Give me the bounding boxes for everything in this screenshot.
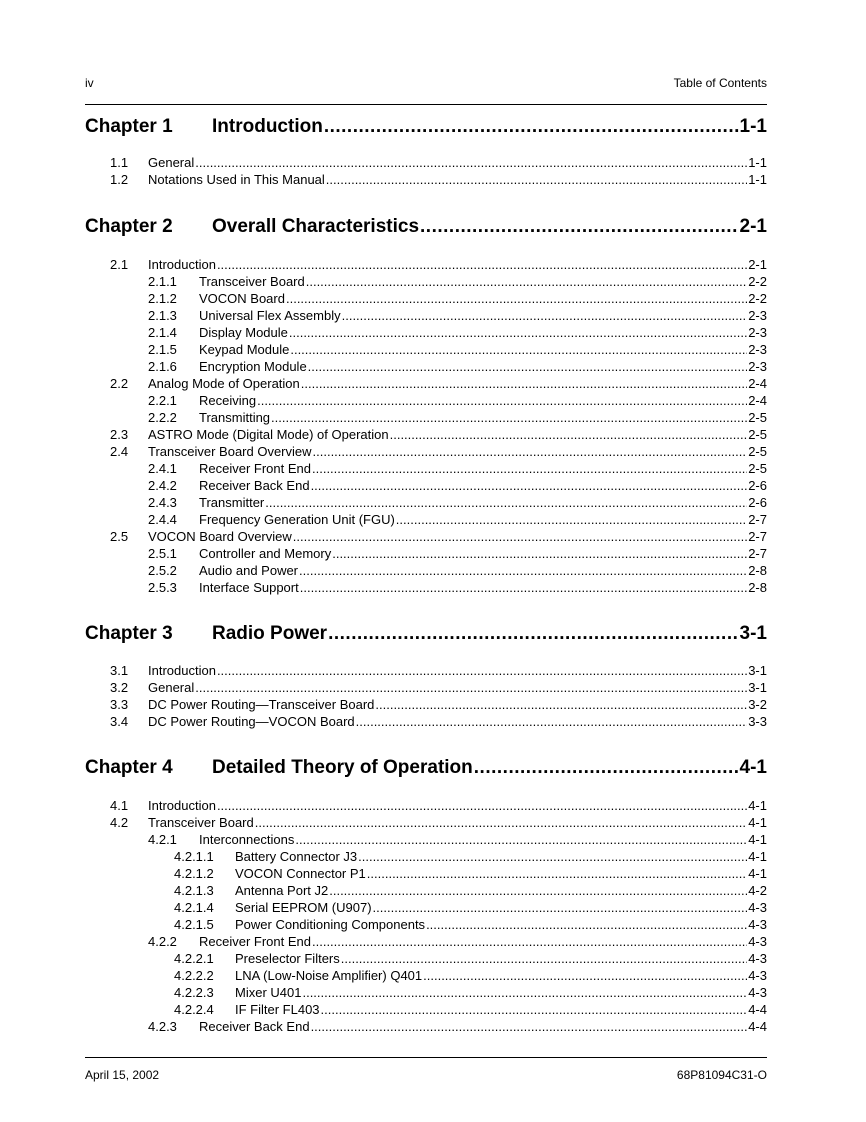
section-title: DC Power Routing—Transceiver Board	[148, 697, 375, 712]
section-number: 2.1.2	[148, 291, 177, 306]
dot-leader	[302, 984, 747, 1001]
section-number: 4.2.2.1	[174, 951, 214, 966]
section-title: Serial EEPROM (U907)	[235, 900, 372, 915]
dot-leader	[358, 848, 747, 865]
toc-entry[interactable]	[174, 899, 767, 916]
section-page-number: 1-1	[748, 172, 767, 187]
section-page-number: 3-3	[748, 714, 767, 729]
toc-entry[interactable]	[174, 882, 767, 899]
dot-leader	[312, 933, 747, 950]
section-number: 2.1.3	[148, 308, 177, 323]
dot-leader	[474, 756, 739, 780]
section-title: Receiving	[199, 393, 257, 408]
section-title: General	[148, 155, 195, 170]
toc-entry[interactable]	[174, 984, 767, 1001]
chapter-title: Introduction	[212, 116, 323, 137]
section-page-number: 4-1	[748, 849, 767, 864]
running-header-title: Table of Contents	[673, 76, 767, 90]
toc-entry[interactable]	[110, 443, 767, 460]
section-number: 4.2.1.1	[174, 849, 214, 864]
section-number: 2.5	[110, 529, 129, 544]
section-title: DC Power Routing—VOCON Board	[148, 714, 355, 729]
section-number: 2.2	[110, 376, 129, 391]
section-title: Introduction	[148, 663, 216, 678]
dot-leader	[299, 562, 747, 579]
section-page-number: 4-2	[748, 883, 767, 898]
section-title: Antenna Port J2	[235, 883, 329, 898]
chapter-page-number: 1-1	[739, 116, 767, 137]
footer-date: April 15, 2002	[85, 1068, 160, 1082]
toc-entry[interactable]	[174, 1001, 767, 1018]
toc-entry[interactable]	[110, 256, 767, 273]
section-page-number: 3-2	[748, 697, 767, 712]
section-title: VOCON Board	[199, 291, 285, 306]
section-number: 4.2.1	[148, 832, 177, 847]
section-title: Battery Connector J3	[235, 849, 358, 864]
section-number: 2.1.5	[148, 342, 177, 357]
section-number: 4.2.1.4	[174, 900, 214, 915]
section-page-number: 4-3	[748, 951, 767, 966]
dot-leader	[341, 950, 747, 967]
section-page-number: 3-1	[748, 680, 767, 695]
toc-entry[interactable]	[174, 848, 767, 865]
chapter-page-number: 2-1	[739, 216, 767, 237]
toc-entry[interactable]	[148, 511, 767, 528]
section-page-number: 3-1	[748, 663, 767, 678]
toc-entry[interactable]	[148, 562, 767, 579]
dot-leader	[308, 358, 748, 375]
dot-leader	[311, 477, 748, 494]
section-number: 2.2.1	[148, 393, 177, 408]
dot-leader	[312, 460, 747, 477]
section-title: Controller and Memory	[199, 546, 332, 561]
toc-entry[interactable]	[174, 967, 767, 984]
toc-entry[interactable]	[110, 662, 767, 679]
section-number: 4.2.1.3	[174, 883, 214, 898]
section-number: 2.1.1	[148, 274, 177, 289]
section-number: 1.2	[110, 172, 129, 187]
toc-entry[interactable]	[110, 171, 767, 188]
toc-entry[interactable]	[148, 307, 767, 324]
section-title: Receiver Front End	[199, 934, 311, 949]
section-title: Transceiver Board	[148, 815, 254, 830]
section-number: 3.1	[110, 663, 129, 678]
dot-leader	[301, 375, 747, 392]
section-number: 2.4.1	[148, 461, 177, 476]
footer-doc-number: 68P81094C31-O	[676, 1068, 767, 1082]
section-page-number: 4-4	[748, 1002, 767, 1017]
section-title: Preselector Filters	[235, 951, 340, 966]
header-rule	[85, 104, 767, 105]
dot-leader	[390, 426, 748, 443]
section-page-number: 2-3	[748, 359, 767, 374]
page-number: iv	[85, 76, 94, 90]
section-page-number: 2-4	[748, 393, 767, 408]
chapter-title: Detailed Theory of Operation	[212, 757, 473, 778]
toc-entry[interactable]	[174, 865, 767, 882]
dot-leader	[423, 967, 747, 984]
section-number: 2.4.3	[148, 495, 177, 510]
section-page-number: 2-7	[748, 512, 767, 527]
section-number: 2.2.2	[148, 410, 177, 425]
chapter-heading[interactable]	[85, 115, 767, 139]
section-number: 4.1	[110, 798, 129, 813]
section-title: LNA (Low-Noise Amplifier) Q401	[235, 968, 423, 983]
section-page-number: 2-5	[748, 410, 767, 425]
section-page-number: 2-5	[748, 427, 767, 442]
section-page-number: 4-4	[748, 1019, 767, 1034]
dot-leader	[265, 494, 747, 511]
section-number: 2.4.2	[148, 478, 177, 493]
section-number: 3.3	[110, 697, 129, 712]
chapter-page-number: 3-1	[739, 623, 767, 644]
section-title: Transmitter	[199, 495, 265, 510]
toc-entry[interactable]	[110, 814, 767, 831]
section-page-number: 4-3	[748, 917, 767, 932]
section-title: Universal Flex Assembly	[199, 308, 341, 323]
section-page-number: 2-2	[748, 274, 767, 289]
section-title: Encryption Module	[199, 359, 307, 374]
dot-leader	[257, 392, 747, 409]
section-page-number: 4-1	[748, 832, 767, 847]
section-number: 4.2.2	[148, 934, 177, 949]
section-title: Introduction	[148, 257, 216, 272]
toc-entry[interactable]	[110, 713, 767, 730]
chapter-heading[interactable]	[85, 756, 767, 780]
dot-leader	[420, 215, 739, 239]
toc-entry[interactable]	[148, 392, 767, 409]
dot-leader	[328, 622, 738, 646]
section-title: Keypad Module	[199, 342, 290, 357]
dot-leader	[329, 882, 747, 899]
section-page-number: 2-5	[748, 461, 767, 476]
toc-entry[interactable]	[148, 579, 767, 596]
dot-leader	[255, 814, 747, 831]
dot-leader	[271, 409, 747, 426]
section-title: Receiver Back End	[199, 1019, 310, 1034]
section-title: Transceiver Board	[199, 274, 305, 289]
dot-leader	[195, 154, 747, 171]
section-number: 4.2.2.3	[174, 985, 214, 1000]
section-number: 2.3	[110, 427, 129, 442]
section-page-number: 2-8	[748, 580, 767, 595]
section-number: 2.1.6	[148, 359, 177, 374]
dot-leader	[332, 545, 747, 562]
section-page-number: 2-2	[748, 291, 767, 306]
section-page-number: 1-1	[748, 155, 767, 170]
dot-leader	[373, 899, 748, 916]
chapter-label: Chapter 1	[85, 116, 173, 137]
chapter-title: Overall Characteristics	[212, 216, 420, 237]
section-page-number: 2-7	[748, 529, 767, 544]
dot-leader	[426, 916, 747, 933]
section-title: Interconnections	[199, 832, 295, 847]
chapter-label: Chapter 4	[85, 757, 173, 778]
chapter-title: Radio Power	[212, 623, 328, 644]
dot-leader	[306, 273, 747, 290]
section-title: Analog Mode of Operation	[148, 376, 300, 391]
section-number: 3.4	[110, 714, 129, 729]
section-number: 4.2.2.2	[174, 968, 214, 983]
dot-leader	[217, 256, 747, 273]
section-page-number: 2-3	[748, 342, 767, 357]
toc-entry[interactable]	[148, 273, 767, 290]
section-number: 3.2	[110, 680, 129, 695]
section-page-number: 4-3	[748, 985, 767, 1000]
toc-entry[interactable]	[148, 1018, 767, 1035]
toc-entry[interactable]	[110, 154, 767, 171]
chapter-page-number: 4-1	[739, 757, 767, 778]
toc-entry[interactable]	[148, 831, 767, 848]
dot-leader	[321, 1001, 748, 1018]
toc-entry[interactable]	[148, 933, 767, 950]
dot-leader	[396, 511, 747, 528]
section-number: 1.1	[110, 155, 129, 170]
section-number: 2.1.4	[148, 325, 177, 340]
toc-entry[interactable]	[148, 409, 767, 426]
section-page-number: 2-3	[748, 308, 767, 323]
section-page-number: 2-7	[748, 546, 767, 561]
section-page-number: 2-6	[748, 495, 767, 510]
toc-entry[interactable]	[148, 290, 767, 307]
section-number: 2.4	[110, 444, 129, 459]
section-title: Audio and Power	[199, 563, 299, 578]
section-title: Power Conditioning Components	[235, 917, 426, 932]
dot-leader	[326, 171, 747, 188]
toc-entry[interactable]	[148, 494, 767, 511]
section-page-number: 4-1	[748, 798, 767, 813]
section-title: VOCON Connector P1	[235, 866, 366, 881]
section-page-number: 4-3	[748, 900, 767, 915]
section-number: 4.2.2.4	[174, 1002, 214, 1017]
chapter-heading[interactable]	[85, 215, 767, 239]
section-number: 4.2.3	[148, 1019, 177, 1034]
section-title: Transmitting	[199, 410, 271, 425]
toc-entry[interactable]	[110, 679, 767, 696]
section-page-number: 2-3	[748, 325, 767, 340]
dot-leader	[311, 1018, 748, 1035]
toc-entry[interactable]	[148, 460, 767, 477]
section-number: 4.2.1.5	[174, 917, 214, 932]
section-title: VOCON Board Overview	[148, 529, 292, 544]
dot-leader	[217, 797, 747, 814]
section-title: Mixer U401	[235, 985, 302, 1000]
dot-leader	[324, 115, 739, 139]
dot-leader	[313, 443, 748, 460]
section-number: 4.2.1.2	[174, 866, 214, 881]
toc-entry[interactable]	[110, 375, 767, 392]
toc-entry[interactable]	[148, 324, 767, 341]
section-page-number: 4-3	[748, 934, 767, 949]
section-page-number: 2-5	[748, 444, 767, 459]
section-number: 2.4.4	[148, 512, 177, 527]
dot-leader	[300, 579, 747, 596]
section-title: Display Module	[199, 325, 288, 340]
dot-leader	[195, 679, 747, 696]
section-page-number: 4-1	[748, 866, 767, 881]
section-number: 2.5.3	[148, 580, 177, 595]
chapter-heading[interactable]	[85, 622, 767, 646]
section-title: Receiver Back End	[199, 478, 310, 493]
dot-leader	[290, 341, 747, 358]
section-page-number: 2-8	[748, 563, 767, 578]
toc-entry[interactable]	[110, 426, 767, 443]
section-page-number: 2-4	[748, 376, 767, 391]
section-number: 2.5.2	[148, 563, 177, 578]
dot-leader	[342, 307, 748, 324]
section-page-number: 4-3	[748, 968, 767, 983]
section-title: IF Filter FL403	[235, 1002, 320, 1017]
section-title: General	[148, 680, 195, 695]
toc-entry[interactable]	[110, 528, 767, 545]
footer-rule	[85, 1057, 767, 1058]
section-title: ASTRO Mode (Digital Mode) of Operation	[148, 427, 389, 442]
dot-leader	[293, 528, 747, 545]
section-title: Introduction	[148, 798, 216, 813]
dot-leader	[367, 865, 747, 882]
toc-entry[interactable]	[174, 950, 767, 967]
chapter-label: Chapter 2	[85, 216, 173, 237]
section-title: Interface Support	[199, 580, 299, 595]
toc-entry[interactable]	[148, 341, 767, 358]
section-page-number: 4-1	[748, 815, 767, 830]
dot-leader	[375, 696, 747, 713]
toc-entry[interactable]	[148, 358, 767, 375]
toc-entry[interactable]	[174, 916, 767, 933]
dot-leader	[356, 713, 748, 730]
section-number: 4.2	[110, 815, 129, 830]
section-title: Transceiver Board Overview	[148, 444, 312, 459]
dot-leader	[217, 662, 747, 679]
section-page-number: 2-6	[748, 478, 767, 493]
toc-entry[interactable]	[110, 797, 767, 814]
dot-leader	[289, 324, 747, 341]
section-title: Frequency Generation Unit (FGU)	[199, 512, 395, 527]
dot-leader	[295, 831, 747, 848]
dot-leader	[286, 290, 747, 307]
toc-entry[interactable]	[148, 545, 767, 562]
section-number: 2.5.1	[148, 546, 177, 561]
section-title: Notations Used in This Manual	[148, 172, 325, 187]
section-number: 2.1	[110, 257, 129, 272]
section-page-number: 2-1	[748, 257, 767, 272]
toc-entry[interactable]	[110, 696, 767, 713]
section-title: Receiver Front End	[199, 461, 311, 476]
toc-entry[interactable]	[148, 477, 767, 494]
chapter-label: Chapter 3	[85, 623, 173, 644]
